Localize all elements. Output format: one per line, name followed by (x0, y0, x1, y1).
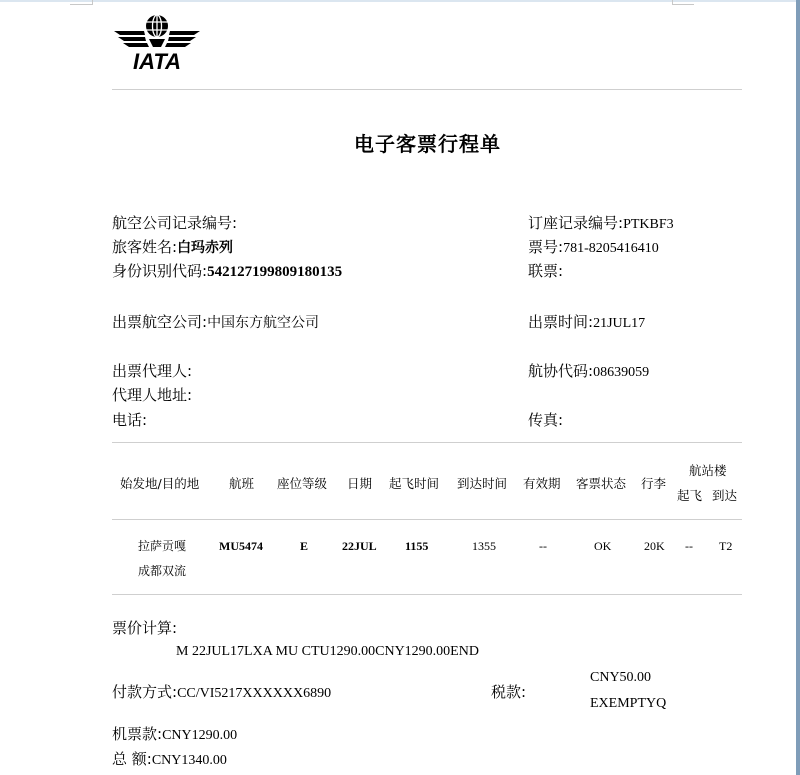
iata-code-value: 08639059 (593, 365, 650, 380)
fare-calc-value: M 22JUL17LXA MU CTU1290.00CNY1290.00END (176, 644, 479, 659)
issue-time (528, 312, 645, 334)
booking-record-label: 订座记录编号: (528, 214, 624, 232)
header-terminal-dep: 起飞 (677, 488, 703, 503)
header-terminal: 航站楼 (689, 463, 727, 478)
row-arrival: 1355 (472, 539, 496, 553)
issue-time-label: 出票时间: (528, 313, 594, 331)
tax-value-2: EXEMPTYQ (590, 696, 667, 711)
crop-mark (672, 4, 694, 5)
row-terminal-arr: T2 (719, 539, 733, 553)
header-route: 始发地/目的地 (120, 476, 200, 491)
iata-logo (112, 10, 202, 72)
booking-record-value: PTKBF3 (623, 217, 674, 232)
crop-mark (672, 0, 673, 5)
table-bottom-divider (112, 594, 742, 595)
passenger-label: 旅客姓名: (112, 238, 178, 256)
table-header-divider (112, 519, 742, 520)
airline-record-label: 航空公司记录编号: (112, 214, 238, 232)
fare-amount (112, 724, 237, 746)
ticket-no-value: 781-8205416410 (563, 241, 659, 256)
row-destination: 成都双流 (138, 564, 187, 578)
total-value: CNY1340.00 (151, 753, 227, 768)
page-title: 电子客票行程单 (354, 132, 501, 156)
row-status: OK (594, 539, 612, 553)
coupon-label: 联票: (528, 262, 564, 280)
ticket-number (528, 237, 659, 259)
table-top-divider (112, 442, 742, 443)
booking-record (528, 213, 674, 235)
total-label: 总 额: (112, 750, 152, 768)
issuing-airline-value: 中国东方航空公司 (207, 315, 320, 331)
tax-label: 税款: (491, 683, 527, 701)
header-cabin: 座位等级 (277, 476, 328, 491)
payment-value: CC/VI5217XXXXXX6890 (177, 686, 332, 701)
fare-value: CNY1290.00 (162, 728, 238, 743)
passenger-value: 白玛赤列 (177, 240, 234, 256)
header-validity: 有效期 (523, 476, 561, 491)
row-validity: -- (539, 539, 547, 553)
header-departure: 起飞时间 (389, 476, 440, 491)
iata-code-label: 航协代码: (528, 362, 594, 380)
row-flight: MU5474 (219, 539, 263, 553)
row-origin: 拉萨贡嘎 (138, 539, 187, 553)
passenger-name (112, 237, 233, 258)
header-flight: 航班 (229, 476, 255, 491)
row-date: 22JUL (342, 539, 377, 553)
issuing-airline-label: 出票航空公司: (112, 313, 208, 331)
id-code (112, 261, 342, 282)
payment (112, 682, 331, 704)
tax-value-1: CNY50.00 (590, 670, 652, 685)
phone-label: 电话: (112, 411, 148, 429)
row-baggage: 20K (644, 539, 665, 553)
fax-label: 传真: (528, 411, 564, 429)
row-departure: 1155 (405, 539, 429, 553)
ticket-no-label: 票号: (528, 238, 564, 256)
id-label: 身份识别代码: (112, 262, 208, 280)
header-terminal-arr: 到达 (712, 488, 738, 503)
fare-calc-label: 票价计算: (112, 619, 178, 637)
header-divider (112, 89, 742, 90)
header-arrival: 到达时间 (457, 476, 508, 491)
window-top-edge (0, 0, 800, 2)
crop-mark (70, 4, 92, 5)
issue-time-value: 21JUL17 (593, 316, 646, 331)
agent-label: 出票代理人: (112, 362, 193, 380)
total-amount (112, 749, 227, 771)
iata-code (528, 361, 649, 383)
row-terminal-dep: -- (685, 539, 693, 553)
header-date: 日期 (347, 476, 373, 491)
logo-text: IATA (132, 49, 182, 72)
payment-label: 付款方式: (112, 683, 178, 701)
header-baggage: 行李 (641, 476, 667, 491)
header-status: 客票状态 (576, 476, 627, 491)
crop-mark (92, 0, 93, 5)
issuing-airline (112, 312, 319, 333)
row-cabin: E (300, 539, 309, 553)
id-value: 542127199809180135 (207, 264, 343, 280)
window-right-border (796, 0, 800, 775)
iata-globe-wings-icon (112, 10, 202, 72)
agent-address-label: 代理人地址: (112, 386, 193, 404)
fare-label: 机票款: (112, 725, 163, 743)
